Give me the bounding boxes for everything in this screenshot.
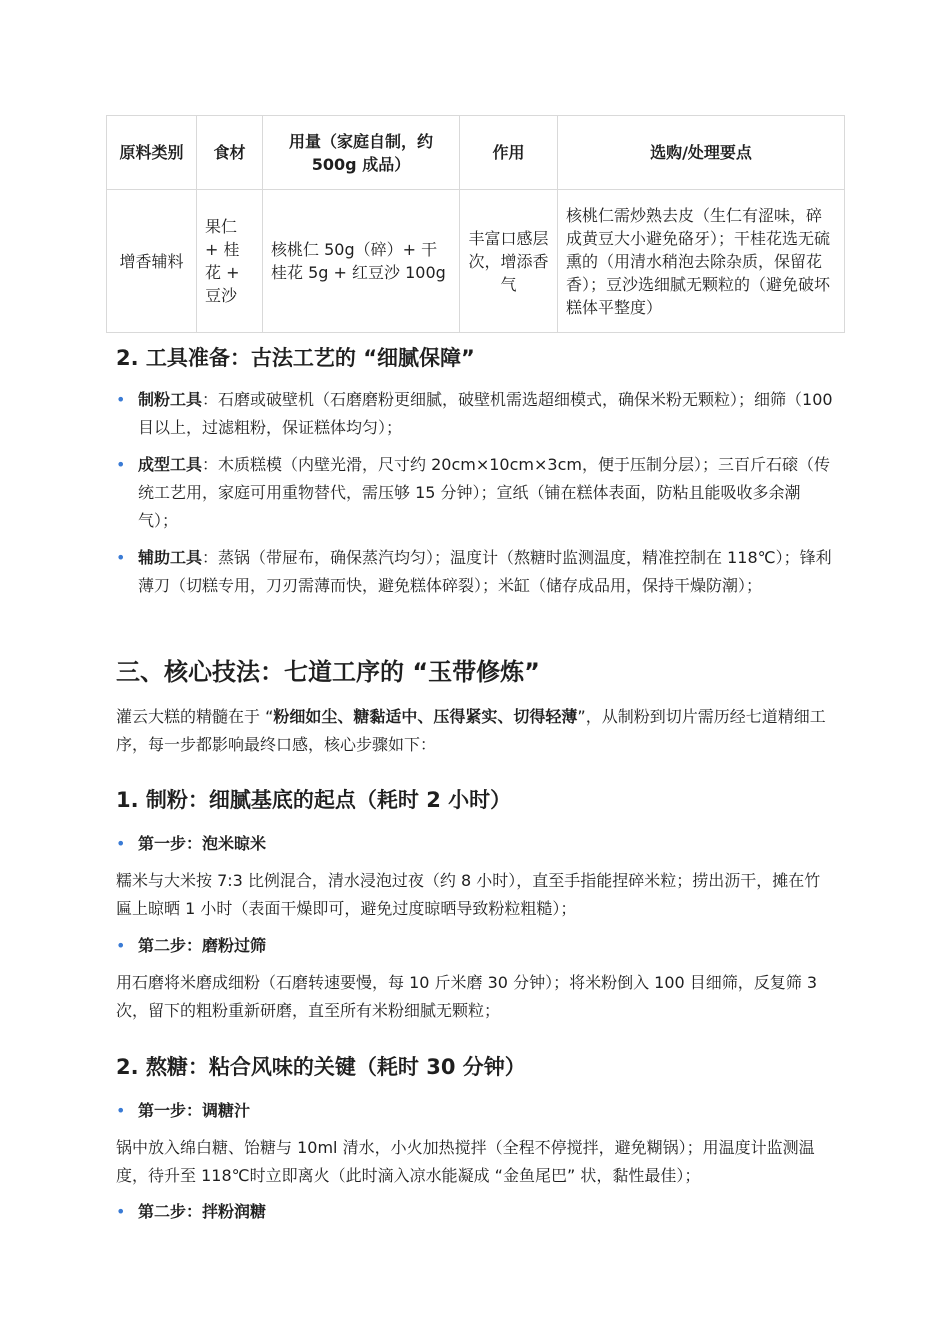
table-header-row (107, 116, 845, 190)
core-heading: 三、核心技法：七道工序的 “玉带修炼” (116, 658, 540, 686)
tool-text: ：蒸锅（带屉布，确保蒸汽均匀）；温度计（熬糖时监测温度，精准控制在 118℃）；锋利薄刀（切糕专用，刀刃需薄而快，避免糕体碎裂）；米缸（储存成品用，保持干燥防潮）； (138, 548, 832, 595)
tool-label: 辅助工具 (138, 548, 203, 567)
cell-amount: 核桃仁 50g（碎）+ 干桂花 5g + 红豆沙 100g (263, 190, 460, 333)
header-amount: 用量（家庭自制，约 500g 成品） (263, 116, 460, 190)
tools-heading: 2. 工具准备：古法工艺的 “细腻保障” (116, 346, 475, 370)
sugar-step1-text: 锅中放入绵白糖、饴糖与 10ml 清水，小火加热搅拌（全程不停搅拌，避免糊锅）；用温度计监测温度，待升至 118℃时立即离火（此时滴入凉水能凝成 “金鱼尾巴” 状，黏性最佳）； (116, 1138, 815, 1185)
tool-text: ：木质糕模（内壁光滑，尺寸约 20cm×10cm×3cm，便于压制分层）；三百斤石磙（传统工艺用，家庭可用重物替代，需压够 15 分钟）；宣纸（铺在糕体表面，防粘且能吸收多余潮气）； (138, 455, 830, 530)
sugar-heading: 2. 熬糖：粘合风味的关键（耗时 30 分钟） (116, 1055, 526, 1079)
cell-role: 丰富口感层次，增添香气 (460, 190, 558, 333)
powder-step2-title: • 第二步：磨粉过筛 (138, 934, 266, 958)
header-food: 食材 (197, 116, 263, 190)
tool-label: 制粉工具 (138, 390, 203, 409)
powder-step1-text: 糯米与大米按 7:3 比例混合，清水浸泡过夜（约 8 小时），直至手指能捏碎米粒；捞出沥干，摊在竹匾上晾晒 1 小时（表面干燥即可，避免过度晾晒导致粉粒粗糙）； (116, 871, 821, 918)
header-role: 作用 (460, 116, 558, 190)
bullet-icon: • (116, 834, 126, 853)
intro-post: ”，从制粉到切片需历经七道精细工序，每一步都影响最终口感，核心步骤如下： (116, 707, 826, 754)
powder-step2-text: 用石磨将米磨成细粉（石磨转速要慢，每 10 斤米磨 30 分钟）；将米粉倒入 100 目细筛，反复筛 3 次，留下的粗粉重新研磨，直至所有米粉细腻无颗粒； (116, 973, 818, 1020)
cell-tips: 核桃仁需炒熟去皮（生仁有涩味，碎成黄豆大小避免硌牙）；干桂花选无硫熏的（用清水稍泡去除杂质，保留花香）；豆沙选细腻无颗粒的（避免破坏糕体平整度） (558, 190, 845, 333)
bullet-icon: • (116, 1101, 126, 1120)
header-category: 原料类别 (107, 116, 197, 190)
tool-item-powder (116, 386, 838, 442)
table-row (107, 190, 845, 333)
header-tips: 选购/处理要点 (558, 116, 845, 190)
cell-category: 增香辅料 (107, 190, 197, 333)
tool-item-auxiliary (116, 544, 838, 600)
intro-bold: 粉细如尘、糖黏适中、压得紧实、切得轻薄 (273, 707, 578, 726)
intro-pre: 灌云大糕的精髓在于 “ (116, 707, 274, 726)
bullet-icon: • (116, 936, 126, 955)
tool-item-shaping (116, 451, 838, 535)
powder-step1-title: • 第一步：泡米晾米 (138, 832, 266, 856)
powder-heading: 1. 制粉：细腻基底的起点（耗时 2 小时） (116, 788, 512, 812)
tool-label: 成型工具 (138, 455, 203, 474)
sugar-step1-title: • 第一步：调糖汁 (138, 1099, 250, 1123)
bullet-icon: • (116, 390, 126, 409)
sugar-step2-title: • 第二步：拌粉润糖 (138, 1200, 266, 1224)
bullet-icon: • (116, 548, 126, 567)
bullet-icon: • (116, 1202, 126, 1221)
cell-food: 果仁 + 桂花 + 豆沙 (197, 190, 263, 333)
ingredient-table (106, 115, 845, 333)
tool-text: ：石磨或破壁机（石磨磨粉更细腻，破壁机需选超细模式，确保米粉无颗粒）；细筛（100 目以上，过滤粗粉，保证糕体均匀）； (138, 390, 833, 437)
bullet-icon: • (116, 455, 126, 474)
core-intro (116, 703, 836, 759)
